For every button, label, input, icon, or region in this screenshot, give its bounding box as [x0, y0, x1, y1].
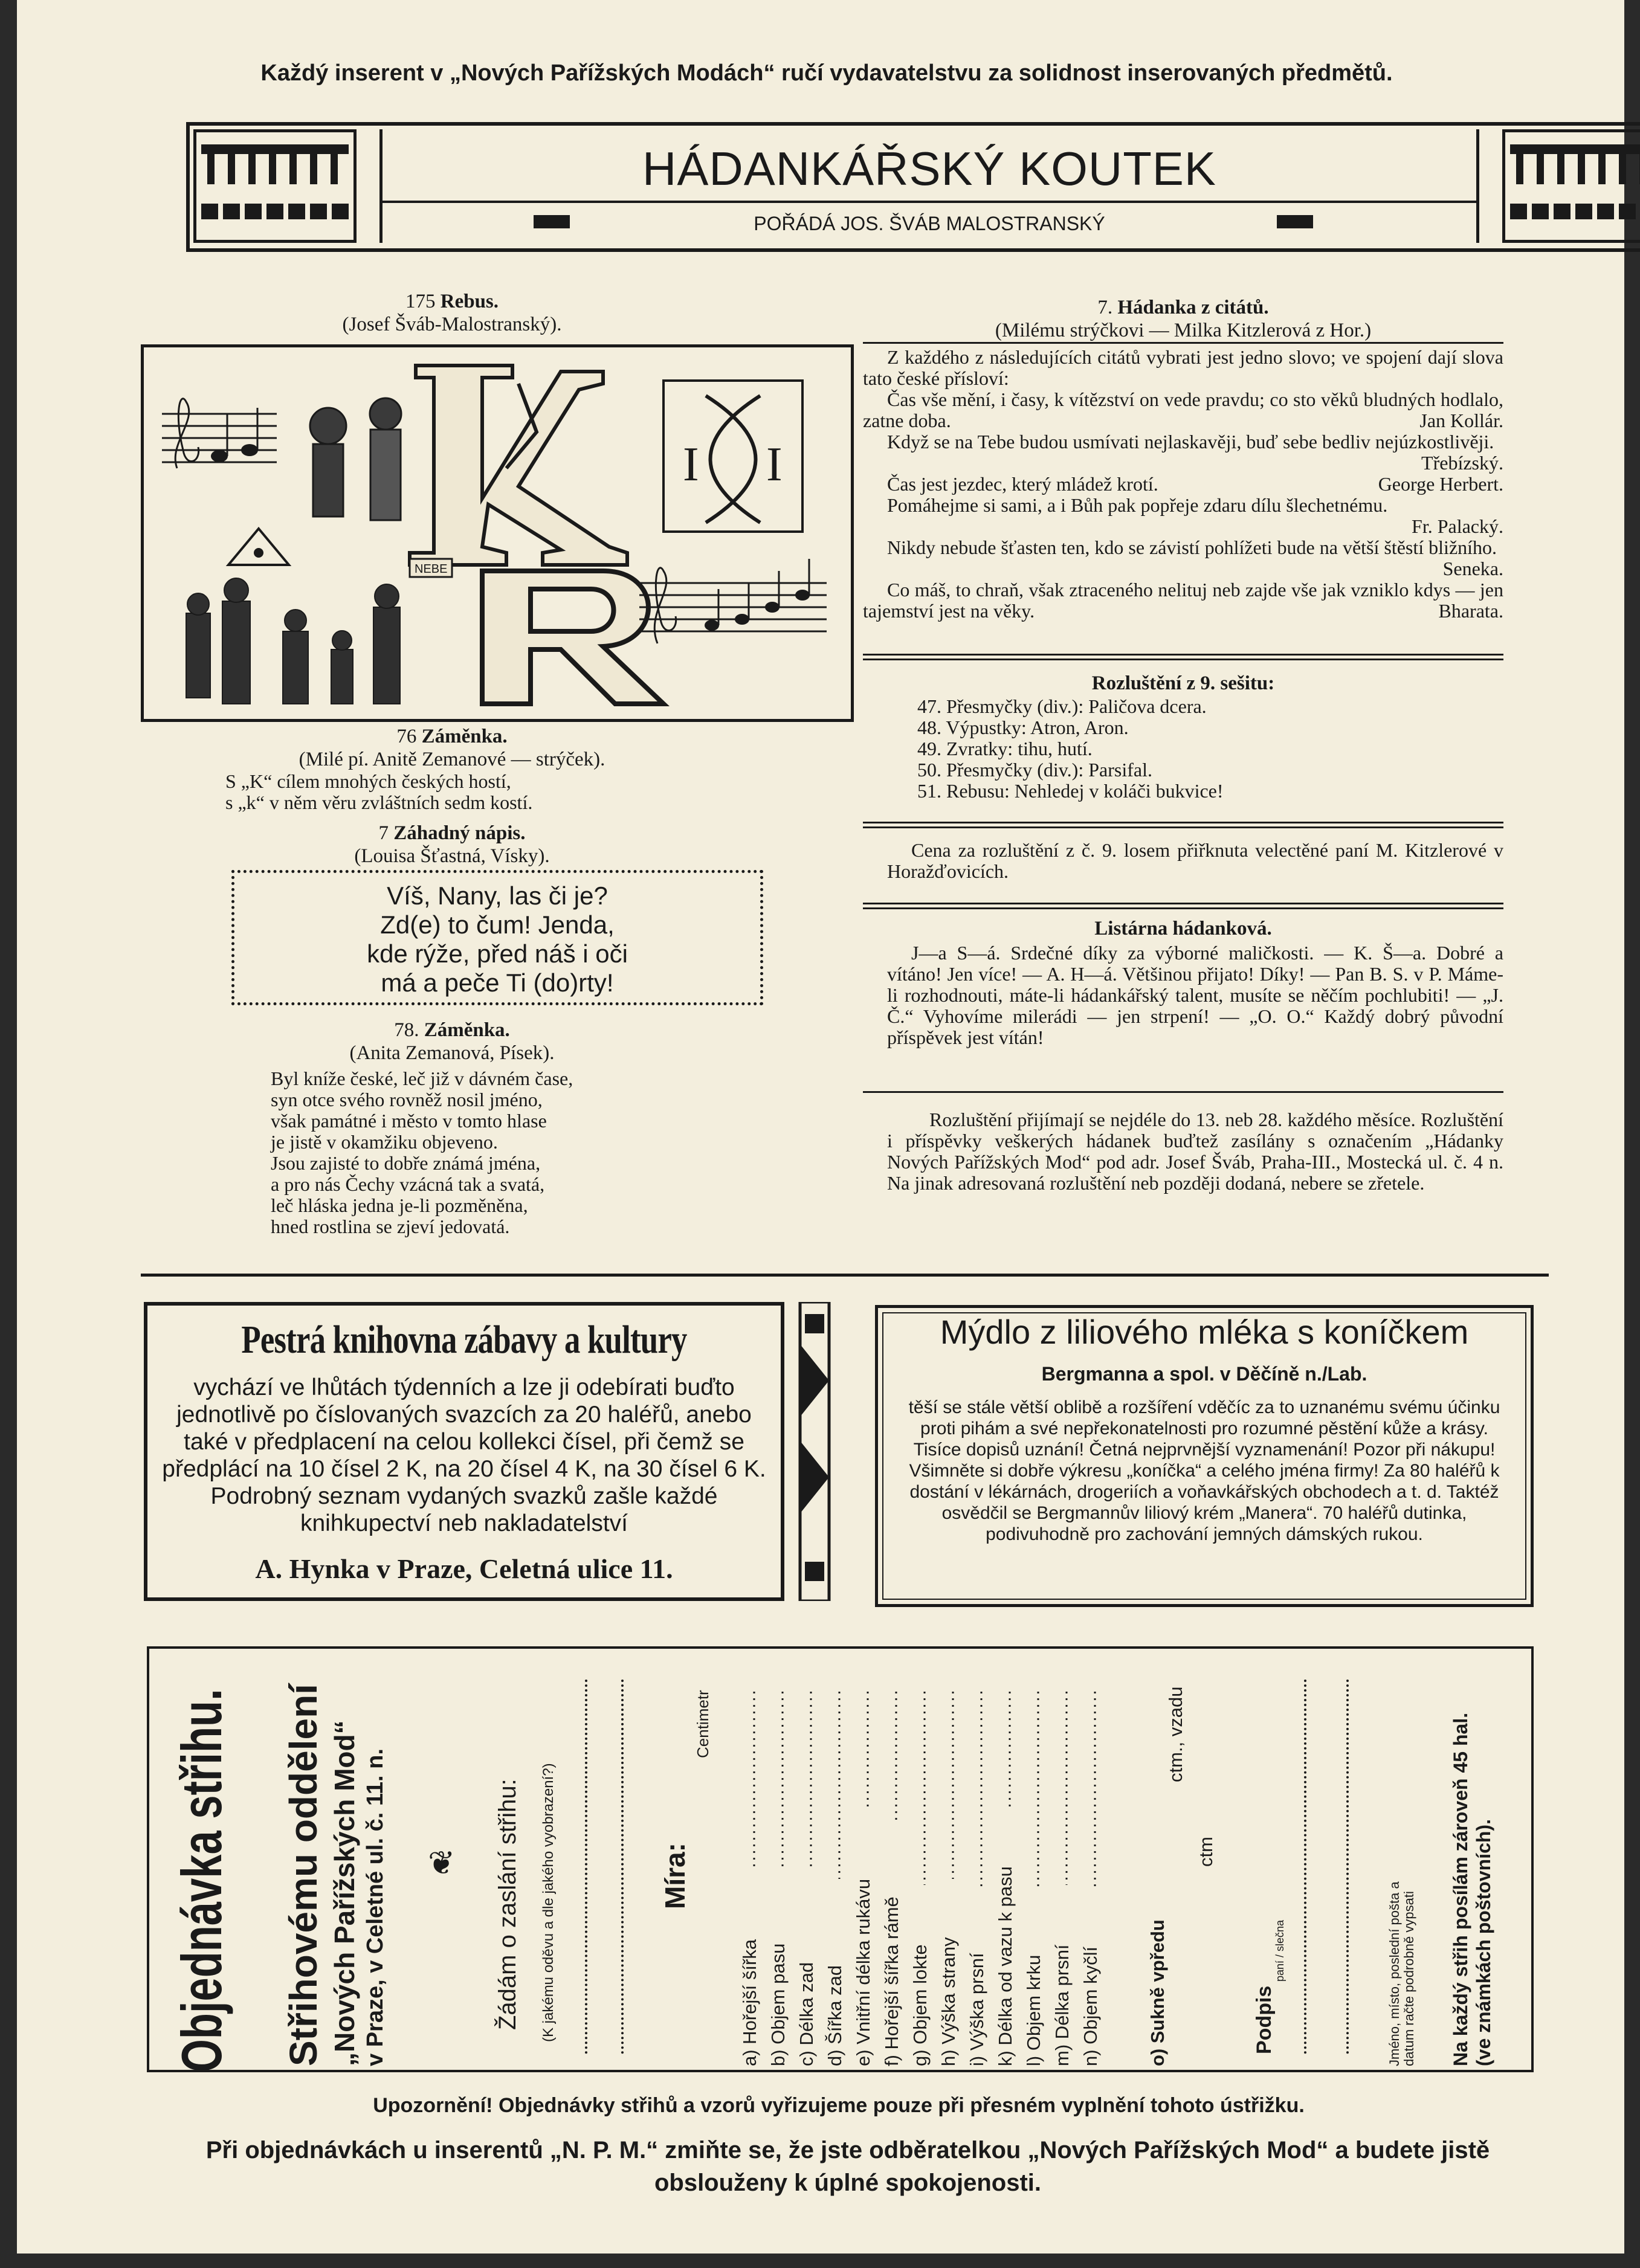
double-rule: [863, 654, 1503, 656]
signature-dotted-line: [1304, 1680, 1306, 2054]
rebus-i-right: I: [766, 438, 783, 491]
banner-subtitle: POŘÁDÁ JOS. ŠVÁB MALOSTRANSKÝ: [754, 213, 1105, 234]
flourish-icon: ❦: [428, 1845, 456, 1881]
order-request: Žádám o zaslání střihu:: [494, 1779, 521, 2030]
place-dotted-line: [1346, 1680, 1349, 2054]
order-measure: Míra:: [659, 1843, 691, 1909]
measure-a: a) Hořejší šířka: [739, 1939, 760, 2066]
double-rule: [863, 822, 1503, 823]
rebus-sign: NEBE: [415, 562, 448, 576]
listarna-title: Listárna hádanková.: [1094, 918, 1272, 939]
top-notice: Každý inserent v „Nových Pařížských Modách“ ručí vydavatelstvu za solidnost inserovaných předmětů.: [260, 60, 1393, 86]
order-addr-3: v Praze, v Celetné ul. č. 11. n.: [363, 1748, 388, 2066]
order-addr-2: „Nových Pařížských Mod“: [329, 1720, 360, 2066]
ad-left-title: Pestrá knihovna zábavy a kultury: [241, 1318, 687, 1362]
ad-left-footer: A. Hynka v Praze, Celetná ulice 11.: [255, 1553, 673, 1584]
ad-left-text: vychází ve lhůtách týdenních a lze ji odebírati buďto jednotlivě po číslovaných svazcích za 20 haléřů, anebo také v předplacení na celou kollekci čísel, při čemž se předplácí na 10 čísel 2 K, na 20 čísel 4 K, na 30 čísel 6 K. Podrobný seznam vydaných svazků zašle každé knihkupectví neb nakladatelství: [162, 1374, 766, 1536]
double-rule: [863, 907, 1503, 909]
request-dotted-line: [585, 1680, 587, 2054]
rule: [863, 342, 1503, 344]
puzzle-79-text: Z každého z následujících citátů vybrati jest jedno slovo; ve spojení dají slova tato české přísloví: Čas vše mění, i časy, k vítězství on vede pravdu; co sto věků bludných hodlalo, zatne doba. Jan Kollár. Když se na Tebe budou usmívati nejlaskavěji, buď sebe bedliv nejúzkostlivěji. Třebízský. Čas jest jezdec, který mládež krotí. George Herbert. Pomáhejme si sami, a i Bůh pak popřeje zdaru dílu šlechetnému. Fr. Palacký. Nikdy nebude šťasten ten, kdo se závistí pohlížeti bude na větší štěstí bližního. Seneka. Co máš, to chraň, však ztraceného nelituj neb zajde vše jak vzniklo kdys — jen tajemství jest na věky. Bharata.: [863, 346, 1503, 622]
measure-l: l) Objem krku: [1023, 1954, 1044, 2066]
ad-right-subtitle: Bergmanna a spol. v Děčíně n./Lab.: [1041, 1363, 1367, 1385]
order-unit: Centimetr: [694, 1690, 712, 1758]
listarna-text: J—a S—á. Srdečné díky za výborné maličkosti. — K. Š—a. Dobré a vítáno! Jen více! — A. H—á. Většinou přijato! Díky! — Pan B. S. v P. Máme-li rozhodnouti, máte-li hádankářský talent, musíte se něčím pochlubiti! — „J. Č.“ Vyhovíme milerádi — jen strpení! — „O. O.“ Každý dobrý původní příspěvek jest vítán!: [887, 942, 1503, 1048]
double-rule: [863, 659, 1503, 660]
request-dotted-line: [621, 1680, 624, 2054]
puzzle-76: 76 Záměnka. (Milé pí. Anitě Zemanové — strýček).: [299, 726, 605, 770]
place-note: Jméno, místo, poslední pošta a datum račte podrobně vypsati: [1387, 1881, 1416, 2066]
double-rule: [863, 903, 1503, 904]
section-divider: [141, 1274, 1549, 1277]
puzzle-79: 7. Hádanka z citátů. (Milému strýčkovi — Milka Kitzlerová z Hor.): [995, 297, 1372, 341]
rebus-illustration: [141, 344, 854, 722]
puzzle-76-text: S „K“ cílem mnohých českých hostí, s „k“ v něm věru zvláštních sedm kostí.: [225, 770, 533, 813]
measure-o: o) Sukně vpředu: [1147, 1919, 1168, 2066]
measure-n: n) Objem kyčlí: [1080, 1946, 1101, 2066]
order-addr-1: Střihovému oddělení: [282, 1684, 325, 2066]
measure-f: f) Hořejší šířka rámě: [881, 1896, 902, 2066]
measure-k: k) Délka od vazu k pasu: [995, 1866, 1016, 2066]
banner-right-ornament: [1502, 129, 1640, 243]
order-title: Objednávka střihu.: [170, 1689, 233, 2072]
puzzle-78-text: Byl kníže české, leč již v dávném čase, syn otce svého rovněž nosil jméno, však památné i město v tomto hlase je jistě v okamžiku objeveno. Jsou zajisté to dobře známá jména, a pro nás Čechy vzácná tak a svatá, leč hláska jedna je-li pozměněna, hned rostlina se zjeví jedovatá.: [271, 1068, 573, 1237]
banner-title: HÁDANKÁŘSKÝ KOUTEK: [642, 142, 1216, 195]
solutions-title: Rozluštění z 9. sešitu:: [1091, 672, 1275, 694]
measure-c: c) Délka zad: [796, 1962, 817, 2066]
banner-left-ornament: [193, 129, 357, 243]
rule: [863, 1091, 1503, 1093]
measure-o-back-unit: ctm: [1195, 1837, 1216, 1867]
signature-note: paní / slečna: [1274, 1919, 1286, 1982]
puzzle-77-box: Víš, Nany, las či je? Zd(e) to čum! Jenda, kde rýže, před náš i oči má a peče Ti (do)rty!: [231, 870, 763, 1005]
ad-left-ornament: [796, 1302, 833, 1601]
rebus-i-left: I: [683, 438, 699, 491]
banner-center: [379, 129, 1479, 243]
signature-label: Podpis: [1253, 1985, 1276, 2054]
measure-m: m) Délka prsní: [1051, 1944, 1073, 2066]
prize-note: Cena za rozluštění z č. 9. losem přiřknuta velectěné paní M. Kitzlerové v Horažďovicích.: [887, 839, 1503, 882]
banner-rule: [383, 201, 1476, 203]
measure-fill-lines: [748, 1686, 1105, 2060]
order-request-note: (K jakému oděvu a dle jakého vyobrazení?): [540, 1763, 557, 2042]
measure-h: h) Výška strany: [938, 1937, 959, 2066]
closing-note: Rozluštění přijímají se nejdéle do 13. neb 28. každého měsíce. Rozluštění i příspěvky veškerých hádanek buďtež zasílány s označením „Hádanky Nových Pařížských Mod“ pod adr. Josef Šváb, Praha-III., Mostecká ul. č. 4 n. Na jinak adresovaná rozluštění neb později dodaná, nebere se zřetele.: [887, 1109, 1503, 1194]
page: [17, 0, 1624, 2254]
measure-d: d) Šířka zad: [824, 1965, 845, 2066]
puzzle-77: 7 Záhadný nápis. (Louisa Šťastná, Vísky).: [354, 822, 550, 867]
puzzle-75-heading: 175 Rebus. (Josef Šváb-Malostranský).: [342, 291, 562, 335]
measure-g: g) Objem lokte: [909, 1944, 931, 2066]
measure-o-front-unit: ctm., vzadu: [1165, 1686, 1186, 1782]
ad-right-text: těší se stále větší oblibě a rozšíření vděčíc za to uznanému svému účinku proti pihám a své nepřekonatelnosti pro rozumné pěstění kůže a krásy. Tisíce dopisů uznání! Četná nejprvnější vyznamenání! Pozor při nákupu! Všimněte si dobře výkresu „koníčka“ a celého jména firmy! Za 80 haléřů k dostání v lékárnách, drogeriích a voňavkářských obchodech a t. d. Taktéž osvědčil se Bergmannův liliový krém „Manera“. 70 haléřů dutinka, podivuhodně pro zachování jemných dámských rukou.: [908, 1397, 1500, 1544]
ad-right-title: Mýdlo z liliového mléka s koníčkem: [940, 1313, 1469, 1351]
warning: Upozornění! Objednávky střihů a vzorů vyřizujeme pouze při přesném vyplnění tohoto ústřižku.: [373, 2094, 1305, 2117]
section-banner: [186, 122, 1640, 252]
pay-note: Na každý střih posílám zároveň 45 hal. (ve známkách poštovních).: [1450, 1712, 1494, 2066]
double-rule: [863, 826, 1503, 828]
bottom-notice: Při objednávkách u inserentů „N. P. M.“ zmiňte se, že jste odběratelkou „Nových Pařížských Mod“ a budete jistě obslouženy k úplné spokojenosti.: [205, 2137, 1490, 2196]
solutions-list: 47. Přesmyčky (div.): Paličova dcera. 48. Výpustky: Atron, Aron. 49. Zvratky: tihu, hutí. 50. Přesmyčky (div.): Parsifal. 51. Rebusu: Nehledej v koláči bukvice!: [917, 695, 1224, 802]
measure-e: e) Vnitřní délka rukávu: [853, 1878, 874, 2066]
puzzle-78: 78. Záměnka. (Anita Zemanová, Písek).: [349, 1019, 555, 1064]
measure-b: b) Objem pasu: [767, 1943, 789, 2066]
measure-i: i) Výška prsní: [966, 1953, 987, 2066]
